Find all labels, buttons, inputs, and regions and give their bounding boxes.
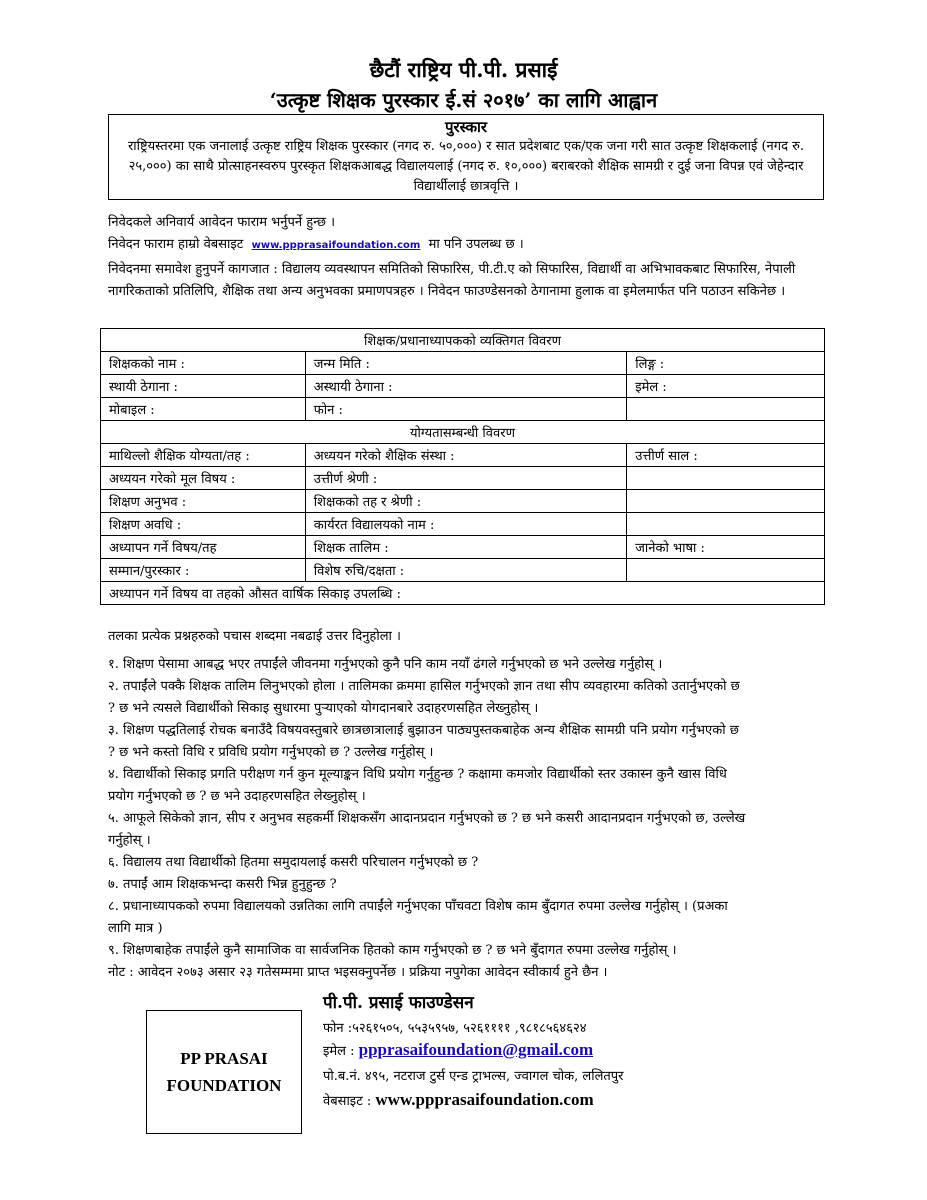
award-heading: पुरस्कार <box>444 118 488 136</box>
field-gender[interactable]: लिङ्ग : <box>627 352 825 375</box>
field-major-subject[interactable]: अध्ययन गरेको मूल विषय : <box>101 467 306 490</box>
field-institution[interactable]: अध्ययन गरेको शैक्षिक संस्था : <box>305 444 627 467</box>
question-5a: ५. आफूले सिकेको ज्ञान, सीप र अनुभव सहकर्मी शिक्षकसँग आदानप्रदान गर्नुभएको छ ? छ भने कसरी आदानप्रदान गर्नुभएको छ, उल्लेख <box>108 811 746 826</box>
question-1: १. शिक्षण पेसामा आबद्ध भएर तपाईंले जीवनमा गर्नुभएको कुनै पनि काम नयाँ ढंगले गर्नुभएको छ भने उल्लेख गर्नुहोस् । <box>108 657 663 672</box>
field-teacher-training[interactable]: शिक्षक तालिम : <box>305 536 627 559</box>
field-empty-3 <box>627 490 825 513</box>
field-current-school[interactable]: कार्यरत विद्यालयको नाम : <box>305 513 627 536</box>
field-empty-4 <box>627 513 825 536</box>
field-passed-year[interactable]: उत्तीर्ण साल : <box>627 444 825 467</box>
question-8a: ८. प्रधानाध्यापकको रुपमा विद्यालयको उन्नतिका लागि तपाईंले गर्नुभएका पाँचवटा विशेष काम बुँदागत रुपमा उल्लेख गर्नुहोस् । (प्रअका <box>108 899 728 914</box>
question-8b: लागि मात्र ) <box>108 921 163 936</box>
logo-line1: PP PRASAI <box>180 1049 268 1068</box>
field-highest-qualification[interactable]: माथिल्लो शैक्षिक योग्यता/तह : <box>101 444 306 467</box>
field-languages[interactable]: जानेको भाषा : <box>627 536 825 559</box>
field-email[interactable]: इमेल : <box>627 375 825 398</box>
field-empty-5 <box>627 559 825 582</box>
email-link[interactable]: ppprasaifoundation@gmail.com <box>358 1040 594 1059</box>
question-2b: ? छ भने त्यसले विद्यार्थीको सिकाइ सुधारमा पुर्‍याएको योगदानबारे उदाहरणसहित लेख्नुहोस् । <box>108 701 539 716</box>
contact-phone: फोन :५२६१५०५, ५५३५९५७, ५२६११११ ,९८१८५६४६२४ <box>323 1021 587 1036</box>
award-body: राष्ट्रियस्तरमा एक जनालाई उत्कृष्ट राष्ट्रिय शिक्षक पुरस्कार (नगद रु. ५०,०००) र सात प्रदेशबाट एक/एक जना गरी सात उत्कृष्ट शिक्षकलाई (नगद रु. २५,०००) का साथै प्रोत्साहनस्वरुप पुरस्कृत शिक्षकआबद्ध विद्यालयलाई (नगद रु. १०,०००) बराबरको शैक्षिक सामग्री र दुई जना विपन्न एवं जेहेन्दार विद्यार्थीलाई छात्रवृत्ति । <box>127 139 805 194</box>
field-phone[interactable]: फोन : <box>305 398 627 421</box>
field-name[interactable]: शिक्षकको नाम : <box>101 352 306 375</box>
field-permanent-address[interactable]: स्थायी ठेगाना : <box>101 375 306 398</box>
title-line2: ‘उत्कृष्ट शिक्षक पुरस्कार ई.सं २०१७’ का लागि आह्वान <box>269 88 658 112</box>
field-teaching-period[interactable]: शिक्षण अवधि : <box>101 513 306 536</box>
application-form-table <box>100 328 825 605</box>
field-teaching-experience[interactable]: शिक्षण अनुभव : <box>101 490 306 513</box>
question-2a: २. तपाईंले पक्कै शिक्षक तालिम लिनुभएको होला । तालिमका क्रममा हासिल गर्नुभएको ज्ञान तथा सीप व्यवहारमा कतिको उतार्नुभएको छ <box>108 679 740 694</box>
personal-details-heading: शिक्षक/प्रधानाध्यापकको व्यक्तिगत विवरण <box>101 329 825 352</box>
website-url[interactable]: www.ppprasaifoundation.com <box>375 1090 594 1109</box>
question-5b: गर्नुहोस् । <box>108 833 151 848</box>
field-special-interest[interactable]: विशेष रुचि/दक्षता : <box>305 559 627 582</box>
field-honors[interactable]: सम्मान/पुरस्कार : <box>101 559 306 582</box>
submission-note: नोट : आवेदन २०७३ असार २३ गतेसम्ममा प्राप्त भइसक्नुपर्नेछ । प्रक्रिया नपुगेका आवेदन स्वीकार्य हुने छैन । <box>108 965 608 980</box>
qualification-heading: योग्यतासम्बन्धी विवरण <box>101 421 825 444</box>
contact-email-row <box>323 1040 593 1060</box>
award-box <box>108 114 824 200</box>
contact-website-row <box>323 1090 594 1110</box>
field-empty-2 <box>627 467 825 490</box>
field-teaching-subject[interactable]: अध्यापन गर्ने विषय/तह <box>101 536 306 559</box>
instruction-line2 <box>108 234 828 257</box>
title-line1: छैटौं राष्ट्रिय पी.पी. प्रसाई <box>369 57 558 82</box>
instruction-line2-post: मा पनि उपलब्ध छ । <box>428 237 524 252</box>
instruction-line2-pre: निवेदन फाराम हाम्रो वेबसाइट <box>108 237 244 252</box>
logo-line2: FOUNDATION <box>166 1076 282 1095</box>
field-teacher-level[interactable]: शिक्षकको तह र श्रेणी : <box>305 490 627 513</box>
question-9: ९. शिक्षणबाहेक तपाईंले कुनै सामाजिक वा सार्वजनिक हितको काम गर्नुभएको छ ? छ भने बुँदागत रुपमा उल्लेख गर्नुहोस् । <box>108 943 677 958</box>
field-division[interactable]: उत्तीर्ण श्रेणी : <box>305 467 627 490</box>
email-label: इमेल : <box>323 1044 355 1059</box>
field-mobile[interactable]: मोबाइल : <box>101 398 306 421</box>
instruction-line3: निवेदनमा समावेश हुनुपर्ने कागजात : विद्यालय व्यवस्थापन समितिको सिफारिस, पी.टी.ए को सिफारिस, विद्यार्थी वा अभिभावकबाट सिफारिस, नेपाली नागरिकताको प्रतिलिपि, शैक्षिक तथा अन्य अनुभवका प्रमाणपत्रहरु । निवेदन फाउण्डेसनको ठेगानामा हुलाक वा इमेलमार्फत पनि पठाउन सकिनेछ । <box>108 262 796 299</box>
foundation-logo <box>146 1010 302 1134</box>
question-3b: ? छ भने कस्तो विधि र प्रविधि प्रयोग गर्नुभएको छ ? उल्लेख गर्नुहोस् । <box>108 745 434 760</box>
question-6: ६. विद्यालय तथा विद्यार्थीको हितमा समुदायलाई कसरी परिचालन गर्नुभएको छ ? <box>108 855 479 870</box>
website-link[interactable]: www.ppprasaifoundation.com <box>251 240 421 251</box>
question-3a: ३. शिक्षण पद्धतिलाई रोचक बनाउँदै विषयवस्तुबारे छात्रछात्रालाई बुझाउन पाठ्यपुस्तकबाहेक अन्य शैक्षिक सामग्री पनि प्रयोग गर्नुभएको छ <box>108 723 739 738</box>
questions-intro: तलका प्रत्येक प्रश्नहरुको पचास शब्दमा नबढाई उत्तर दिनुहोला । <box>108 629 401 644</box>
field-avg-learning[interactable]: अध्यापन गर्ने विषय वा तहको औसत वार्षिक सिकाइ उपलब्धि : <box>101 582 825 605</box>
contact-address: पो.ब.नं. ४९५, नटराज टुर्स एन्ड ट्राभल्स, ज्वागल चोक, ललितपुर <box>323 1069 624 1084</box>
question-4b: प्रयोग गर्नुभएको छ ? छ भने उदाहरणसहित लेख्नुहोस् । <box>108 789 366 804</box>
website-label: वेबसाइट : <box>323 1094 372 1109</box>
question-7: ७. तपाईं आम शिक्षकभन्दा कसरी भिन्न हुनुहुन्छ ? <box>108 877 337 892</box>
foundation-name: पी.पी. प्रसाई फाउण्डेसन <box>323 993 474 1013</box>
field-empty-1 <box>627 398 825 421</box>
instruction-line1: निवेदकले अनिवार्य आवेदन फाराम भर्नुपर्ने हुन्छ । <box>108 215 336 230</box>
question-4a: ४. विद्यार्थीको सिकाइ प्रगति परीक्षण गर्न कुन मूल्याङ्कन विधि प्रयोग गर्नुहुन्छ ? कक्षामा कमजोर विद्यार्थीको स्तर उकास्न कुनै खास विधि <box>108 767 727 782</box>
field-temporary-address[interactable]: अस्थायी ठेगाना : <box>305 375 627 398</box>
field-dob[interactable]: जन्म मिति : <box>305 352 627 375</box>
